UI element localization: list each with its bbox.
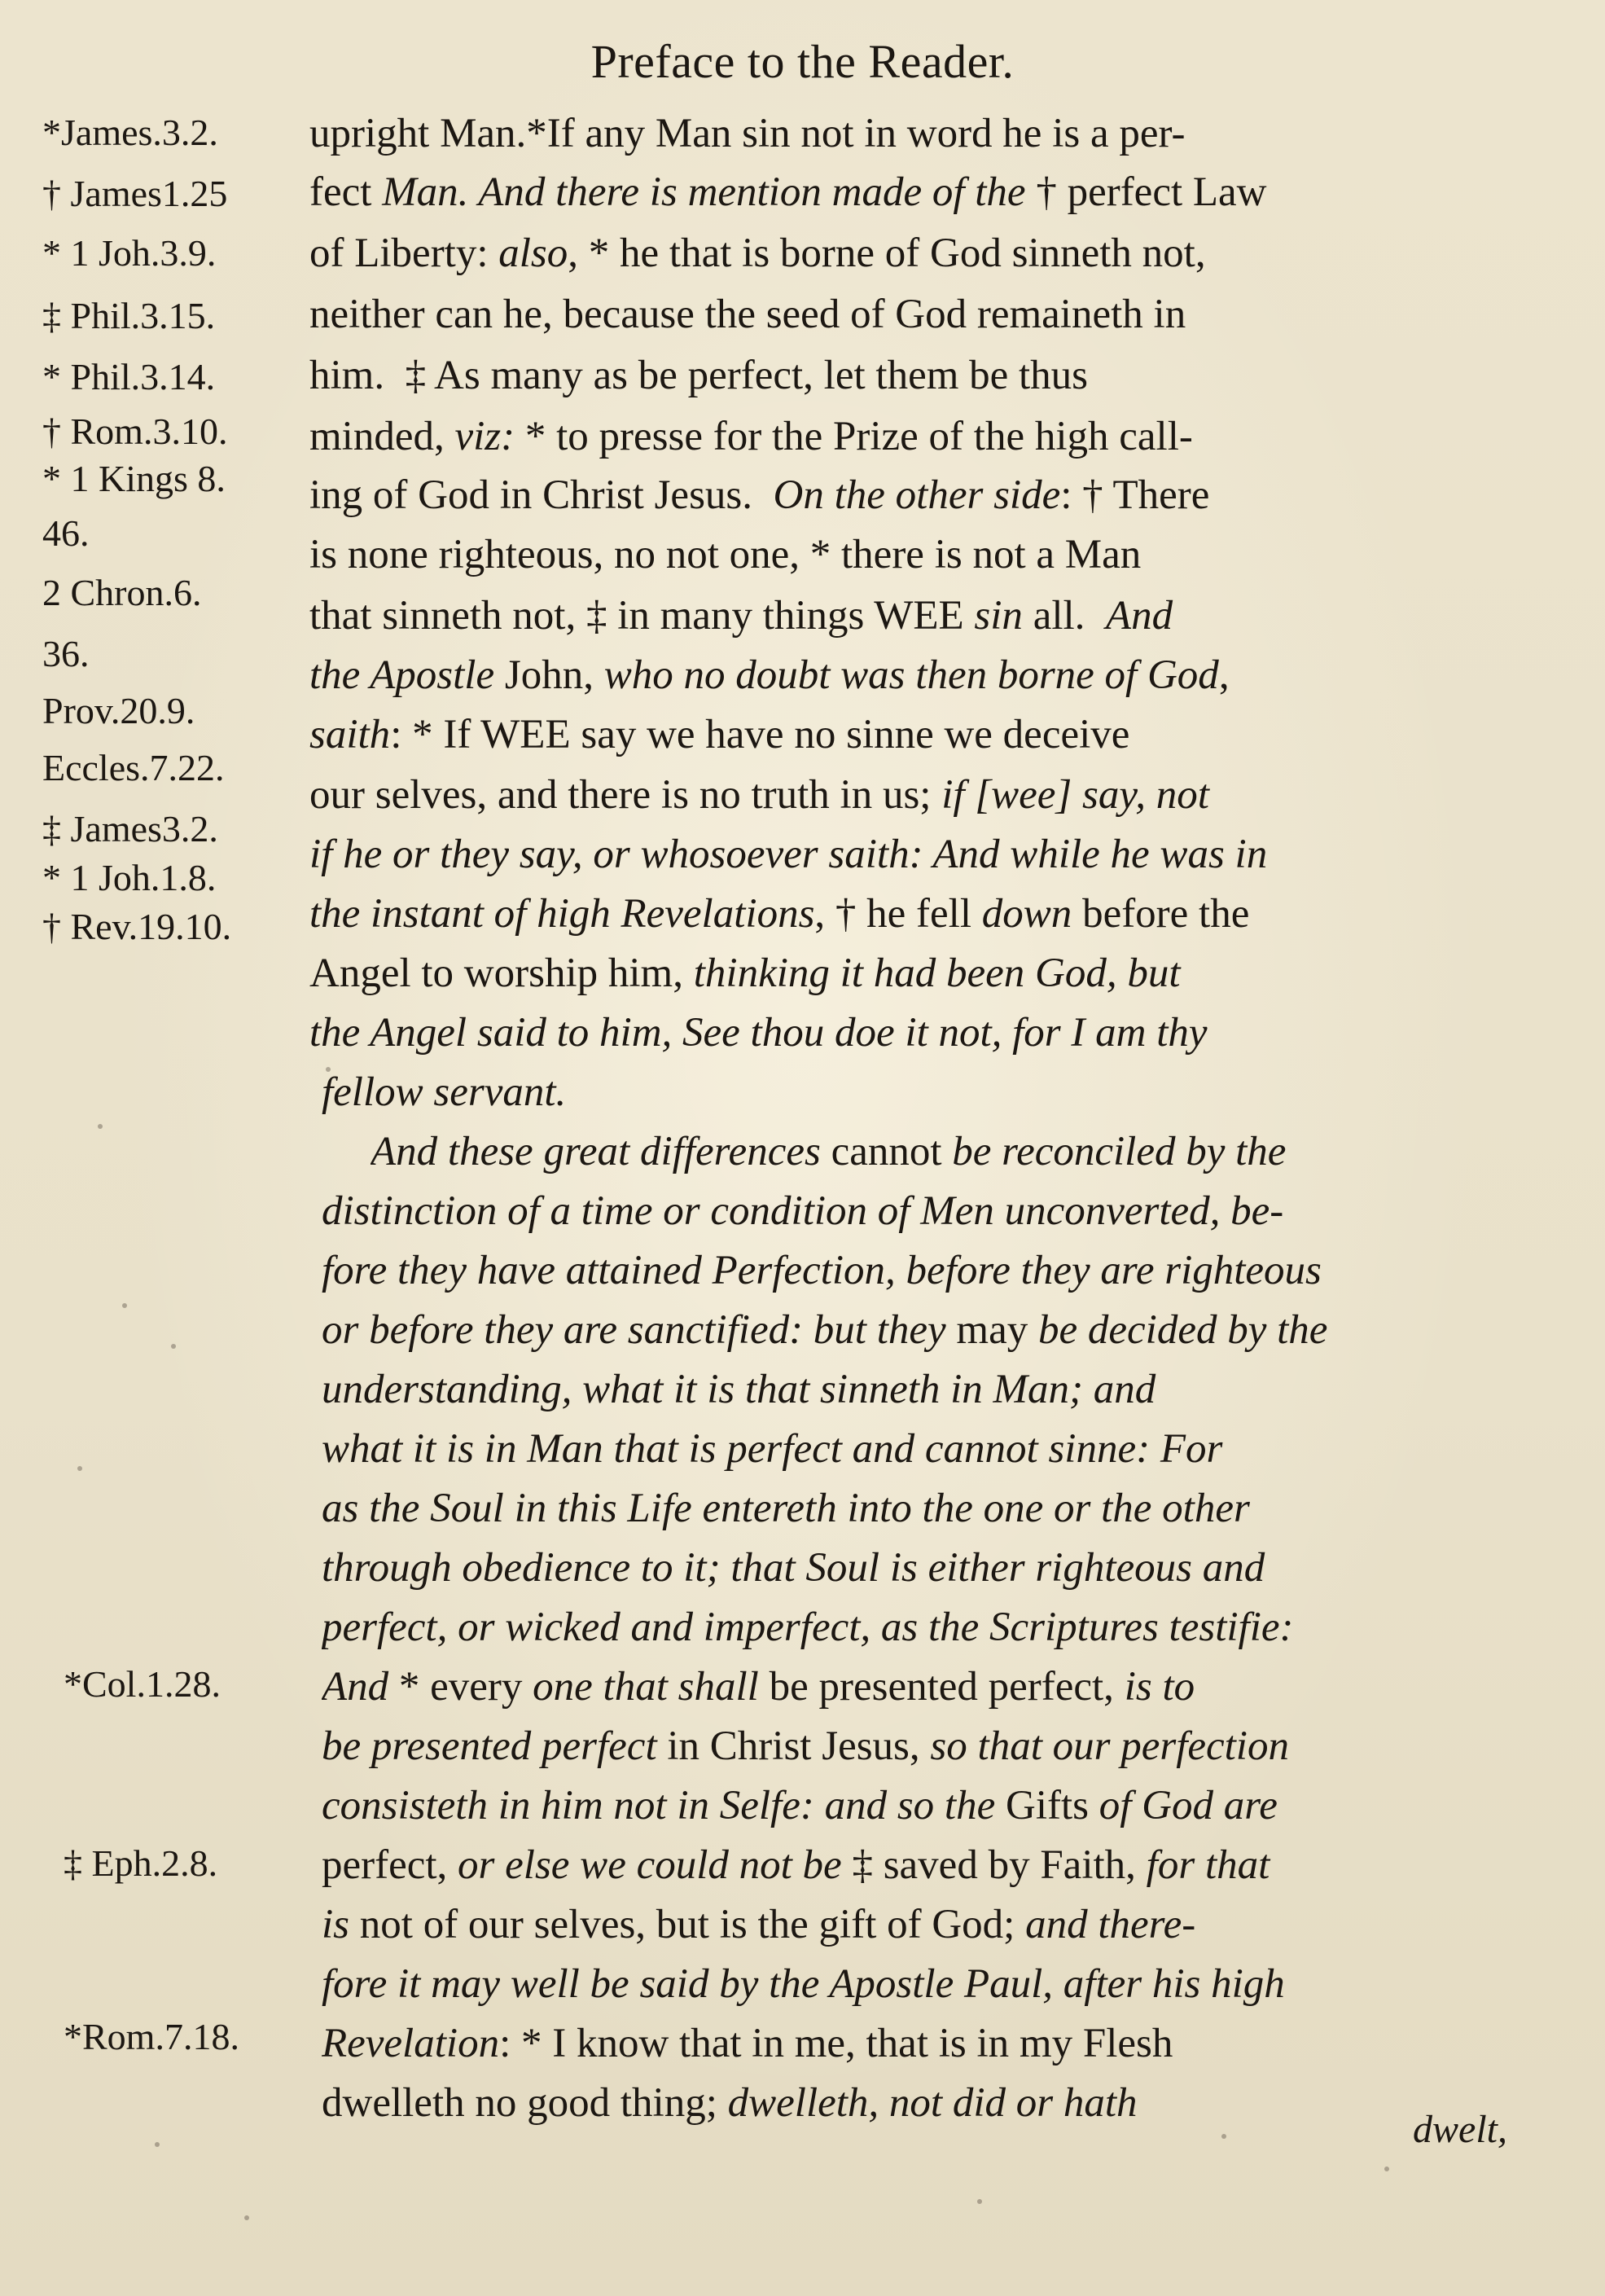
italic-text-segment: understanding, what it is that sinneth in Man; and — [322, 1367, 1156, 1412]
paper-speck — [977, 2199, 982, 2204]
margin-note: *Col.1.28. — [64, 1663, 221, 1705]
italic-text-segment: one that shall — [533, 1664, 770, 1710]
italic-text-segment: be reconciled by the — [952, 1129, 1287, 1174]
roman-text-segment: ‡ saved by Faith, — [852, 1842, 1147, 1888]
text-line — [322, 1241, 1527, 1301]
paper-speck — [1221, 2134, 1226, 2139]
paper-speck — [77, 1466, 82, 1471]
italic-text-segment: On the other side — [773, 472, 1061, 518]
roman-text-segment: upright Man.*If any Man sin not in word he is a per- — [309, 111, 1186, 156]
italic-text-segment: be decided by the — [1037, 1307, 1328, 1353]
roman-text-segment: neither can he, because the seed of God remaineth in — [309, 292, 1186, 337]
italic-text-segment: fore they have attained Perfection, before they are righteous — [322, 1248, 1322, 1293]
italic-text-segment: if [wee] say, not — [941, 772, 1209, 818]
margin-note: 2 Chron.6. — [42, 572, 202, 613]
text-line — [322, 1182, 1527, 1241]
roman-text-segment: ing of God in Christ Jesus. — [309, 472, 774, 518]
italic-text-segment: the instant of high Revelations — [309, 891, 815, 937]
italic-text-segment: fore it may well be said by the Apostle Paul, after his high — [322, 1961, 1285, 2007]
margin-note: † Rev.19.10. — [42, 906, 232, 947]
roman-text-segment: in Christ Jesus, — [667, 1723, 931, 1769]
italic-text-segment: fellow servant. — [322, 1069, 567, 1115]
text-line — [322, 1360, 1527, 1420]
text-line — [371, 1122, 1576, 1182]
text-line — [322, 2014, 1527, 2074]
italic-text-segment: And — [322, 1664, 389, 1710]
text-line — [309, 885, 1515, 944]
italic-text-segment: or else we could not be — [458, 1842, 853, 1888]
text-line — [309, 104, 1515, 164]
roman-text-segment: before the — [1072, 891, 1250, 937]
italic-text-segment: distinction of a time or condition of Men unconverted, be- — [322, 1188, 1284, 1234]
roman-text-segment: cannot — [831, 1129, 953, 1174]
text-line — [322, 1479, 1527, 1539]
roman-text-segment: may — [956, 1307, 1038, 1353]
roman-text-segment: all. — [1022, 593, 1106, 639]
margin-note: *James.3.2. — [42, 112, 218, 153]
text-line — [322, 1598, 1527, 1657]
italic-text-segment: of God are — [1099, 1783, 1278, 1828]
italic-text-segment: viz: — [454, 414, 515, 459]
text-line — [322, 1657, 1527, 1717]
italic-text-segment: Man. And there is mention made of the — [382, 169, 1037, 215]
roman-text-segment: * to presse for the Prize of the high call- — [515, 414, 1193, 459]
text-line — [309, 224, 1515, 283]
text-line — [322, 1717, 1527, 1776]
text-line — [322, 1301, 1527, 1360]
margin-note: 36. — [42, 633, 90, 674]
italic-text-segment: and there- — [1025, 1902, 1196, 1947]
roman-text-segment: that sinneth not, ‡ in many things WEE — [309, 593, 975, 639]
paper-speck — [1384, 2166, 1389, 2171]
text-line — [309, 944, 1515, 1003]
roman-text-segment: is none righteous, no not one, * there is not a Man — [309, 532, 1142, 577]
text-line — [322, 1836, 1527, 1895]
roman-text-segment: , * he that is borne of God sinneth not, — [568, 230, 1206, 276]
paper-speck — [155, 2142, 160, 2147]
text-line — [309, 407, 1515, 467]
text-line — [309, 825, 1515, 885]
italic-text-segment: who no doubt was then borne of God — [603, 652, 1219, 698]
roman-text-segment: , — [1218, 652, 1230, 698]
text-line — [309, 646, 1515, 705]
italic-text-segment: be presented perfect — [322, 1723, 668, 1769]
italic-text-segment: for that — [1146, 1842, 1270, 1888]
text-line — [309, 346, 1515, 406]
paper-speck — [122, 1303, 127, 1308]
roman-text-segment: not of our selves, but is the gift of God; — [359, 1902, 1026, 1947]
italic-text-segment: And these great differences — [371, 1129, 831, 1174]
text-line — [322, 1539, 1527, 1598]
margin-note: ‡ James3.2. — [42, 808, 218, 849]
margin-note: 46. — [42, 512, 90, 554]
italic-text-segment: Revelation — [322, 2021, 500, 2066]
roman-text-segment: dwelleth no good thing; — [322, 2080, 728, 2126]
paper-speck — [326, 1067, 331, 1072]
text-line — [322, 1420, 1527, 1479]
roman-text-segment: fect — [309, 169, 383, 215]
text-line — [309, 705, 1515, 765]
roman-text-segment: Angel to worship him, — [309, 950, 694, 996]
margin-note: *Rom.7.18. — [64, 2016, 239, 2057]
italic-text-segment: what it is in Man that is perfect and cannot sinne: For — [322, 1426, 1223, 1472]
text-line — [309, 466, 1515, 525]
text-line — [322, 1063, 1527, 1122]
margin-note: Prov.20.9. — [42, 690, 195, 731]
roman-text-segment: our selves, and there is no truth in us; — [309, 772, 942, 818]
italic-text-segment: the Apostle — [309, 652, 505, 698]
text-line — [322, 1895, 1527, 1955]
roman-text-segment: be presented perfect, — [769, 1664, 1125, 1710]
margin-note: * Phil.3.14. — [42, 356, 216, 397]
roman-text-segment: him. ‡ As many as be perfect, let them be thus — [309, 353, 1089, 398]
text-line — [309, 1003, 1515, 1063]
italic-text-segment: is — [322, 1902, 360, 1947]
margin-note: ‡ Eph.2.8. — [64, 1842, 218, 1884]
roman-text-segment: * every — [388, 1664, 533, 1710]
roman-text-segment: : * If WEE say we have no sinne we deceive — [390, 712, 1130, 757]
italic-text-segment: or before they are sanctified: but they — [322, 1307, 957, 1353]
roman-text-segment: Gifts — [1005, 1783, 1099, 1828]
margin-note: † James1.25 — [42, 173, 228, 214]
italic-text-segment: perfect, or wicked and imperfect, as the Scriptures testifie: — [322, 1605, 1294, 1650]
margin-note: † Rom.3.10. — [42, 410, 228, 452]
italic-text-segment: consisteth in him not in Selfe: and so the — [322, 1783, 1006, 1828]
roman-text-segment: : † There — [1060, 472, 1210, 518]
margin-note: * 1 Joh.1.8. — [42, 857, 217, 898]
roman-text-segment: † perfect Law — [1036, 169, 1267, 215]
italic-text-segment: saith — [309, 712, 391, 757]
italic-text-segment: the Angel said to him, See thou doe it not, for I am thy — [309, 1010, 1208, 1056]
text-line — [309, 586, 1515, 646]
italic-text-segment: And — [1105, 593, 1173, 639]
margin-note: ‡ Phil.3.15. — [42, 295, 216, 336]
paper-speck — [171, 1344, 176, 1349]
text-line — [309, 766, 1515, 825]
italic-text-segment: sin — [974, 593, 1023, 639]
roman-text-segment: : * I know that in me, that is in my Flesh — [499, 2021, 1173, 2066]
margin-note: * 1 Kings 8. — [42, 458, 226, 499]
italic-text-segment: also — [498, 230, 568, 276]
text-line — [322, 1955, 1527, 2014]
italic-text-segment: as the Soul in this Life entereth into the one or the other — [322, 1486, 1250, 1531]
italic-text-segment: so that our perfection — [930, 1723, 1289, 1769]
text-line — [322, 2074, 1527, 2133]
text-line — [322, 1776, 1527, 1836]
roman-text-segment: of Liberty: — [309, 230, 499, 276]
paper-speck — [244, 2215, 249, 2220]
italic-text-segment: down — [981, 891, 1072, 937]
roman-text-segment: , † he fell — [814, 891, 982, 937]
roman-text-segment: John, — [504, 652, 604, 698]
running-head: Preface to the Reader. — [590, 35, 1015, 88]
margin-note: * 1 Joh.3.9. — [42, 232, 217, 274]
roman-text-segment: minded, — [309, 414, 455, 459]
paper-speck — [98, 1124, 103, 1129]
italic-text-segment: dwelleth, not did or hath — [727, 2080, 1138, 2126]
text-line — [309, 285, 1515, 345]
catchword: dwelt, — [1413, 2108, 1507, 2151]
italic-text-segment: if he or they say, or whosoever saith: And while he was in — [309, 832, 1268, 877]
italic-text-segment: through obedience to it; that Soul is either righteous and — [322, 1545, 1265, 1591]
text-line — [309, 163, 1515, 222]
text-line — [309, 525, 1515, 585]
italic-text-segment: thinking it had been God, but — [693, 950, 1181, 996]
margin-note: Eccles.7.22. — [42, 747, 225, 788]
italic-text-segment: is to — [1124, 1664, 1195, 1710]
roman-text-segment: perfect, — [322, 1842, 458, 1888]
